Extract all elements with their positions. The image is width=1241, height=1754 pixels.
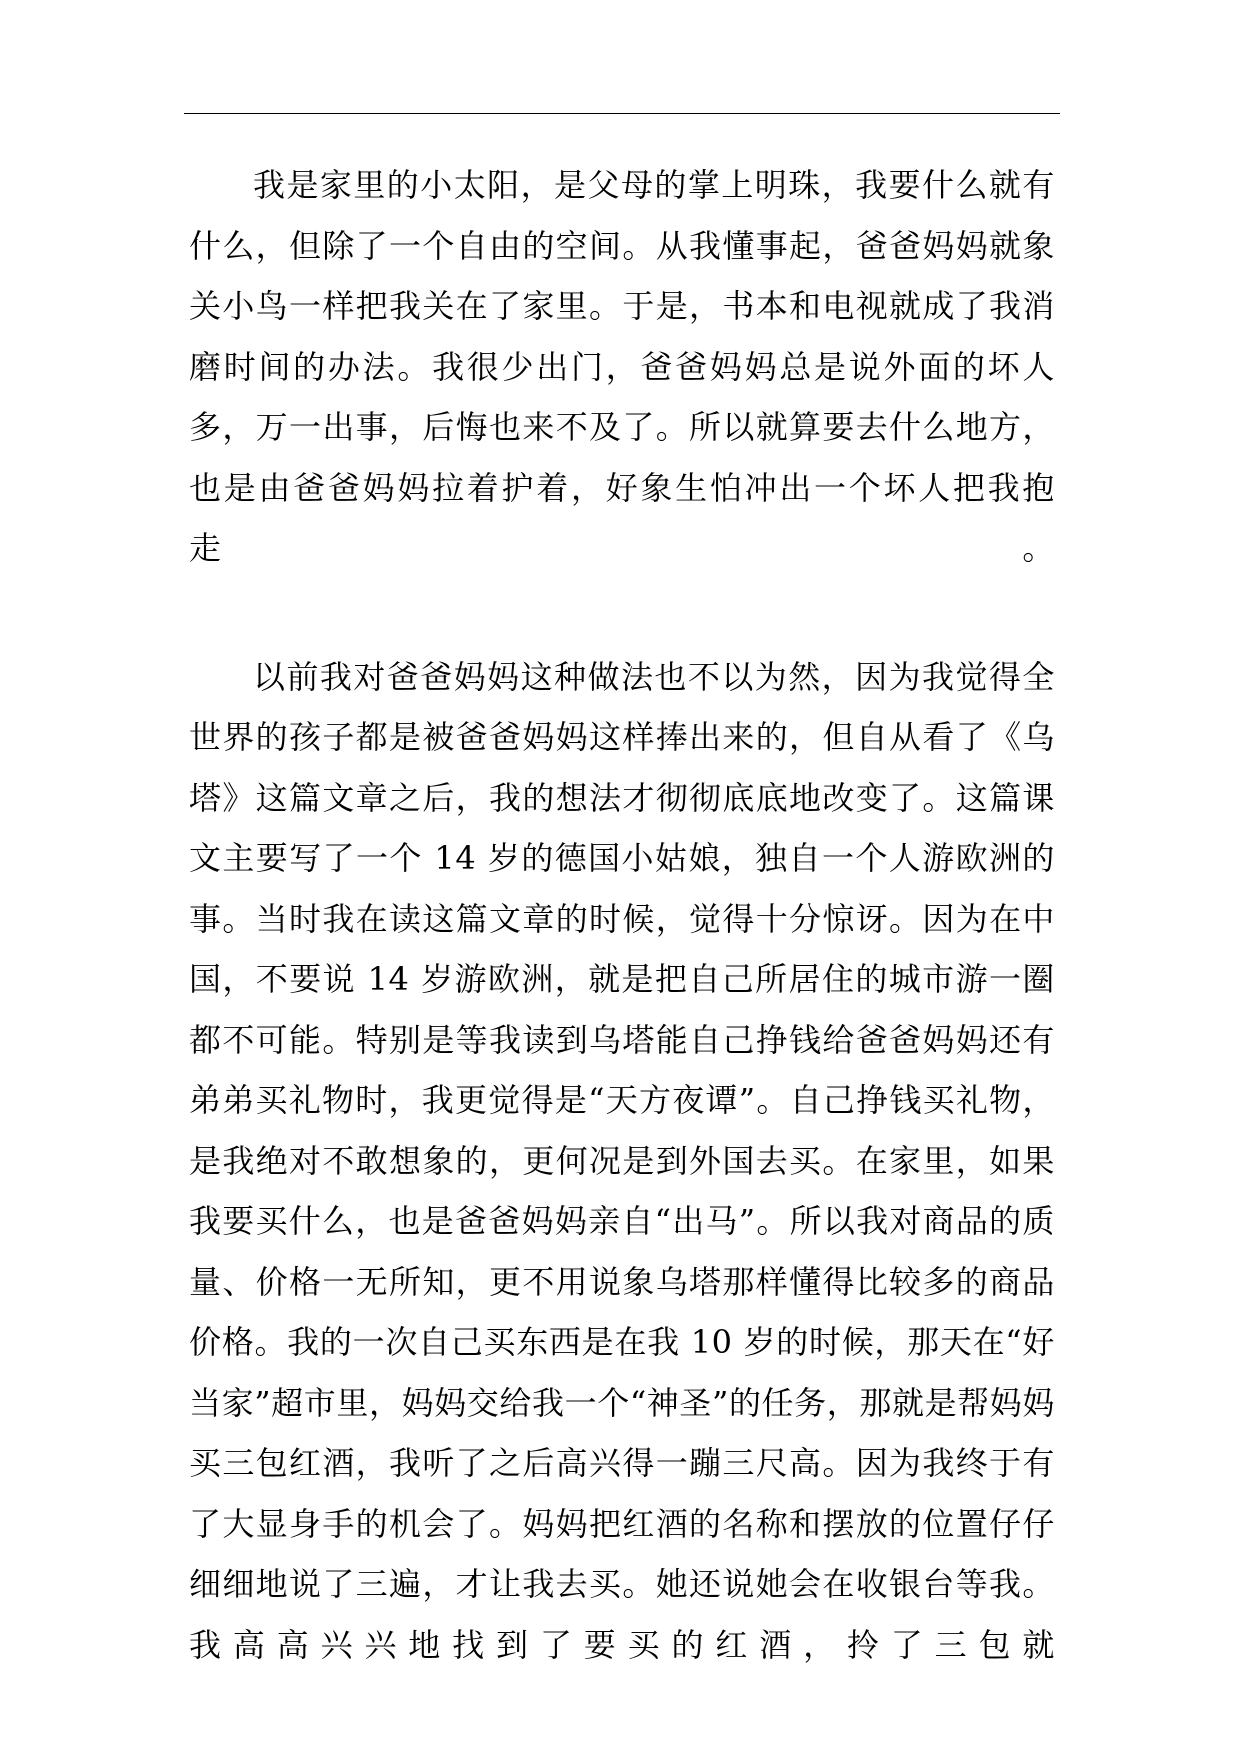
paragraph-1 bbox=[189, 155, 1055, 579]
body-text bbox=[189, 155, 1055, 1675]
paragraph-line: 我是家里的小太阳，是父母的掌上明珠，我要什么就 bbox=[253, 166, 1023, 204]
paragraph-line: 以前我对爸爸妈妈这种做法也不以为然，因为我觉得 bbox=[253, 657, 1023, 696]
paragraph-line: 篇课文主要写了一个 14 岁的德国小姑娘，独自一个人游欧 bbox=[189, 778, 1055, 877]
paragraph-line: 如果我要买什么，也是爸爸妈妈亲自“出马”。所以我对商 bbox=[189, 1141, 1055, 1240]
paragraph-line: 收银台等我。我高高兴兴地找到了要买的红酒，拎了三包就 bbox=[189, 1565, 1055, 1664]
paragraph-line: 也是由爸爸妈妈拉着护着，好象生怕冲出一个坏人把我抱走。 bbox=[189, 468, 1055, 567]
header-rule bbox=[184, 113, 1060, 114]
paragraph-line: 全世界的孩子都是被爸爸妈妈这样捧出来的，但自从看了 bbox=[189, 657, 1055, 756]
paragraph-line: 有什么，但除了一个自由的空间。从我懂事起，爸爸妈妈就 bbox=[189, 166, 1055, 265]
paragraph-line: 消磨时间的办法。我很少出门，爸爸妈妈总是说外面的坏人 bbox=[189, 287, 1055, 386]
paragraph-line: 放的位置仔仔细细地说了三遍，才让我去买。她还说她会在 bbox=[189, 1504, 1055, 1603]
paragraph-line: 那就是帮妈妈买三包红酒，我听了之后高兴得一蹦三尺高。 bbox=[189, 1383, 1055, 1482]
paragraph-line: 品的质量、价格一无所知，更不用说象乌塔那样懂得比较多 bbox=[189, 1202, 1055, 1301]
paragraph-line: 洲的事。当时我在读这篇文章的时候，觉得十分惊讶。因为 bbox=[189, 839, 1055, 938]
paragraph-line: 象关小鸟一样把我关在了家里。于是，书本和电视就成了我 bbox=[189, 226, 1055, 325]
paragraph-line: 的商品价格。我的一次自己买东西是在我 10 岁的时候，那 bbox=[189, 1262, 1055, 1361]
paragraph-line: 礼物，是我绝对不敢想象的，更何况是到外国去买。在家里， bbox=[189, 1081, 1055, 1180]
paragraph-line: 在中国，不要说 14 岁游欧洲，就是把自己所居住的城市游 bbox=[189, 899, 1055, 998]
paragraph-line: 天在“好当家”超市里，妈妈交给我一个“神圣”的任务， bbox=[189, 1323, 1055, 1422]
paragraph-gap bbox=[189, 579, 1055, 647]
paragraph-line: 多，万一出事，后悔也来不及了。所以就算要去什么地方， bbox=[189, 408, 1055, 446]
paragraph-2 bbox=[189, 647, 1055, 1676]
paragraph-line: 《乌塔》这篇文章之后，我的想法才彻彻底底地改变了。这 bbox=[189, 718, 1055, 817]
paragraph-line: 因为我终于有了大显身手的机会了。妈妈把红酒的名称和摆 bbox=[189, 1444, 1055, 1543]
paragraph-line: 还有弟弟买礼物时，我更觉得是“天方夜谭”。自己挣钱买 bbox=[189, 1020, 1055, 1119]
paragraph-line: 一圈都不可能。特别是等我读到乌塔能自己挣钱给爸爸妈妈 bbox=[189, 960, 1055, 1059]
